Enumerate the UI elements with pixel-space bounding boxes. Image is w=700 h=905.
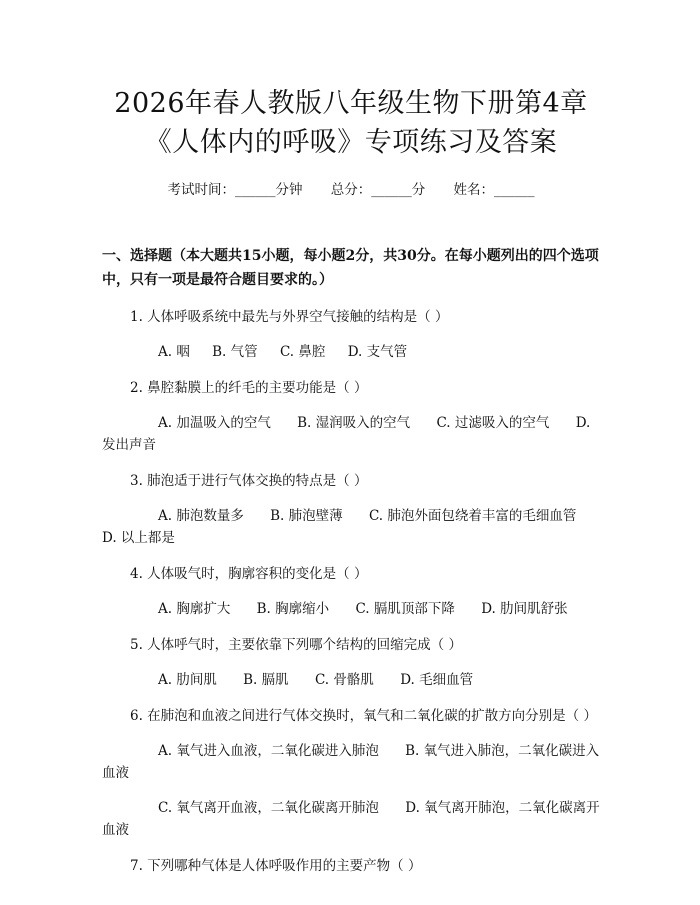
- question-options: [102, 598, 600, 620]
- question-stem: 6. 在肺泡和血液之间进行气体交换时，氧气和二氧化碳的扩散方向分别是（ ）: [130, 708, 597, 724]
- question-item: [102, 855, 600, 877]
- question-options: [102, 341, 600, 363]
- option-d: D. 发出声音: [102, 415, 591, 453]
- question-options: [102, 797, 600, 841]
- option-b: B. 气管: [212, 344, 258, 360]
- question-options: [102, 669, 600, 691]
- question-stem: 7. 下列哪种气体是人体呼吸作用的主要产物（ ）: [130, 858, 422, 874]
- question-item: [102, 634, 600, 691]
- question-item: [102, 306, 600, 363]
- option-d: D. 毛细血管: [400, 672, 474, 688]
- option-a: A. 氧气进入血液，二氧化碳进入肺泡: [158, 743, 379, 759]
- question-item: [102, 705, 600, 841]
- question-stem: 3. 肺泡适于进行气体交换的特点是（ ）: [130, 473, 368, 489]
- student-name-field: 姓名：______: [453, 182, 535, 198]
- question-options: [102, 412, 600, 456]
- option-c: C. 鼻腔: [279, 344, 326, 360]
- option-b: B. 膈肌: [243, 672, 289, 688]
- question-item: [102, 470, 600, 549]
- option-a: A. 胸廓扩大: [158, 601, 231, 617]
- question-stem: 5. 人体呼气时，主要依靠下列哪个结构的回缩完成（ ）: [130, 637, 462, 653]
- question-item: [102, 377, 600, 456]
- exam-time-field: 考试时间：______分钟: [167, 182, 303, 198]
- option-b: B. 氧气进入肺泡，二氧化碳进入血液: [102, 743, 600, 781]
- exam-info-line: [102, 180, 600, 200]
- total-score-field: 总分：______分: [330, 182, 426, 198]
- question-stem: 1. 人体呼吸系统中最先与外界空气接触的结构是（ ）: [130, 309, 449, 325]
- question-options: [102, 740, 600, 784]
- section-heading: 一、选择题（本大题共15小题，每小题2分，共30分。在每小题列出的四个选项中，只有一项是最符合题目要求的。）: [102, 248, 599, 288]
- option-d: D. 氧气离开肺泡，二氧化碳离开血液: [102, 800, 600, 838]
- option-c: C. 骨骼肌: [314, 672, 374, 688]
- option-a: A. 加温吸入的空气: [158, 415, 271, 431]
- option-c: C. 氧气离开血液，二氧化碳离开肺泡: [158, 800, 379, 816]
- question-stem: 4. 人体吸气时，胸廓容积的变化是（ ）: [130, 566, 368, 582]
- option-a: A. 肋间肌: [158, 672, 217, 688]
- option-d: D. 肋间肌舒张: [481, 601, 568, 617]
- option-d: D. 以上都是: [102, 530, 175, 546]
- question-options: [102, 505, 600, 549]
- question-stem: 2. 鼻腔黏膜上的纤毛的主要功能是（ ）: [130, 380, 368, 396]
- option-c: C. 肺泡外面包绕着丰富的毛细血管: [368, 508, 577, 524]
- option-d: D. 支气管: [347, 344, 408, 360]
- option-b: B. 肺泡壁薄: [270, 508, 343, 524]
- option-a: A. 咽: [158, 344, 190, 360]
- option-b: B. 湿润吸入的空气: [297, 415, 411, 431]
- option-c: C. 膈肌顶部下降: [355, 601, 455, 617]
- document-title: 2026年春人教版八年级生物下册第4章《人体内的呼吸》专项练习及答案: [114, 88, 588, 158]
- option-b: B. 胸廓缩小: [256, 601, 330, 617]
- option-a: A. 肺泡数量多: [158, 508, 244, 524]
- question-item: [102, 563, 600, 620]
- option-c: C. 过滤吸入的空气: [436, 415, 550, 431]
